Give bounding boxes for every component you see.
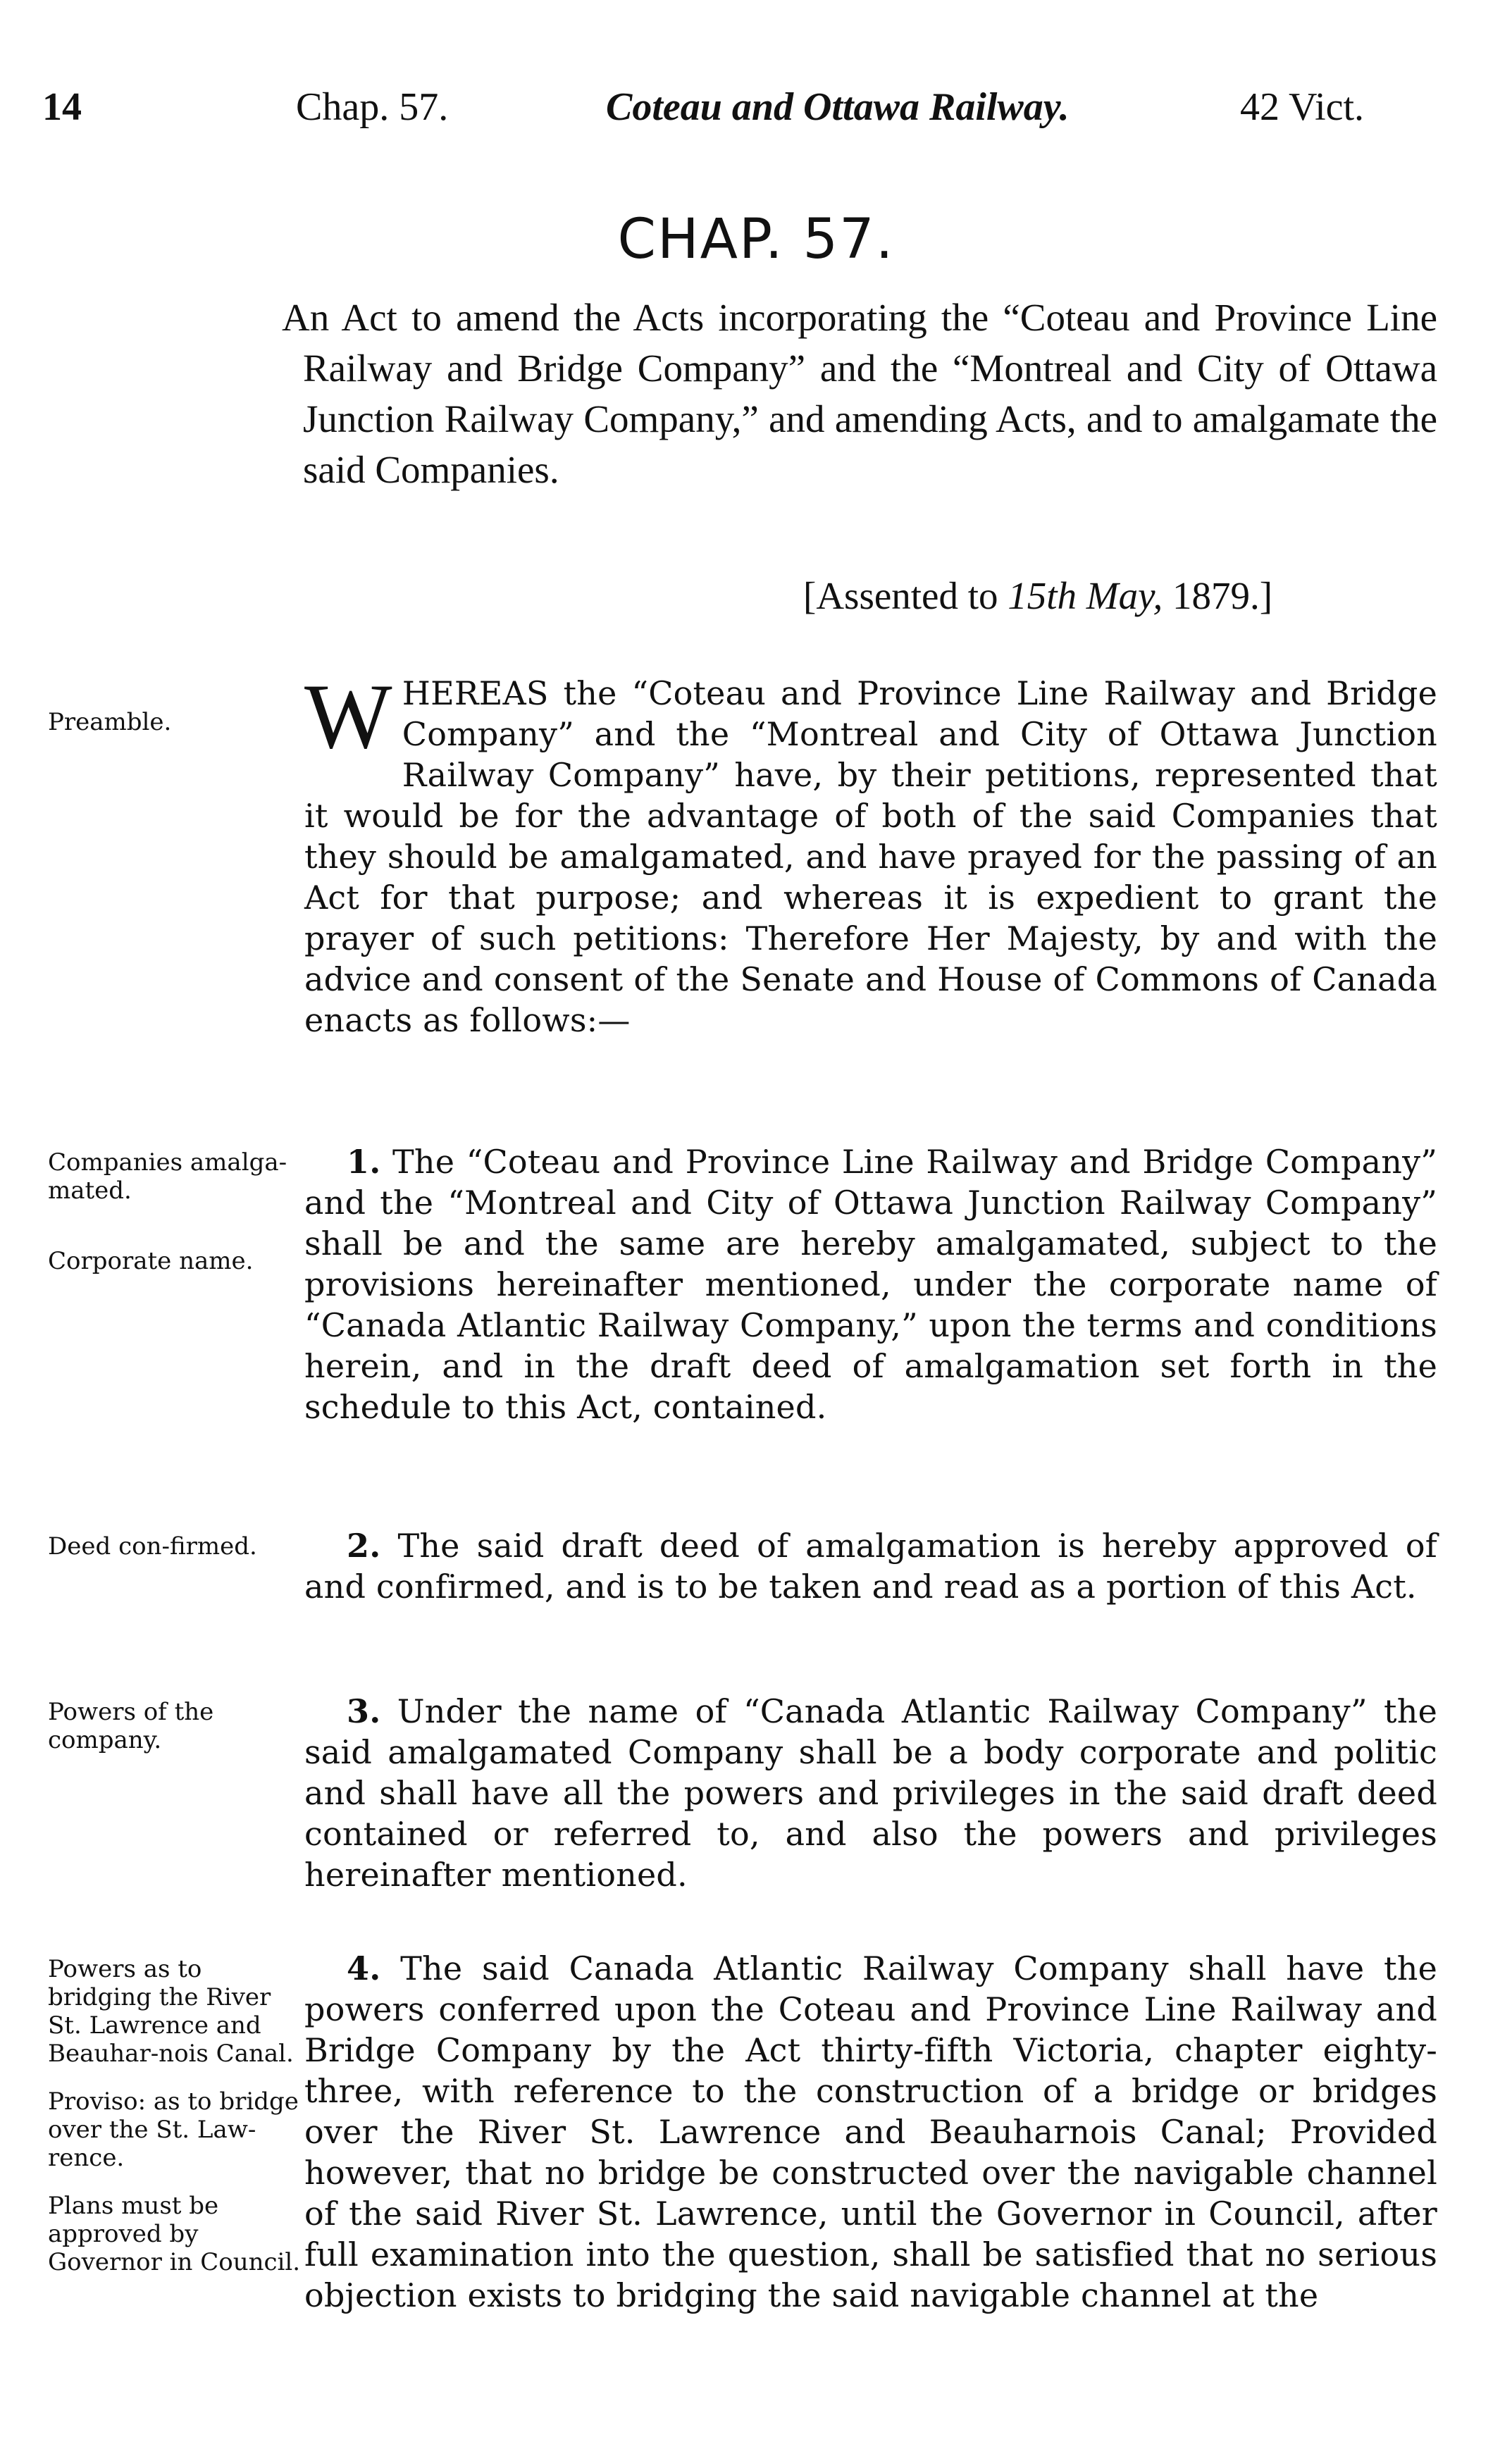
assent-date: 15th May, [1008,574,1163,617]
section-1 [304,1141,1437,1427]
preamble-text: HEREAS the “Coteau and Province Line Railway and Bridge Company” and the “Montreal and City of Ottawa Junction Railway Company” have, by their petitions, represented that it would be for the advantage of both of the said Companies that they should be amalgamated, and have prayed for the passing of an Act for that purpose; and whereas it is expedient to grant the prayer of such petitions: Therefore Her Majesty, by and with the advice and consent of the Senate and House of Commons of Canada enacts as follows:— [304,674,1437,1039]
sidenote-section-3 [48,1698,309,1774]
sidenote-preamble-text: Preamble. [48,708,172,736]
long-title [282,292,1437,495]
section-1-text: The “Coteau and Province Line Railway and Bridge Company” and the “Montreal and City of Ottawa Junction Railway Company” shall be and the same are hereby amalgamated, subject to the provisions hereinafter mentioned, under the corporate name of “Canada Atlantic Railway Company,” upon the terms and conditions herein, and in the draft deed of amalgamation set forth in the schedule to this Act, contained. [304,1143,1437,1426]
sidenote-corporate-name: Corporate name. [48,1247,254,1275]
sidenote-powers-of-company: Powers of the company. [48,1698,214,1754]
section-2 [304,1525,1437,1607]
chapter-label: Chap. 57. [296,85,449,129]
sidenote-deed-confirmed: Deed con-firmed. [48,1532,257,1561]
sidenote-preamble [48,708,309,756]
section-4-text: The said Canada Atlantic Railway Company shall have the powers conferred upon the Coteau and Province Line Railway and Bridge Company by the Act thirty-fifth Victoria, chapter eighty-three, with reference to the construction of a bridge or bridges over the River St. Lawrence and Beauharnois Canal; Provided however, that no bridge be constructed over the navigable channel of the said River St. Lawrence, until the Governor in Council, after full examination into the question, shall be satisfied that no serious objection exists to bridging the said navigable channel at the [304,1949,1437,2314]
running-header [0,79,1512,135]
sidenote-section-2 [48,1532,309,1580]
section-2-text: The said draft deed of amalgamation is hereby approved of and confirmed, and is to be taken and read as a portion of this Act. [304,1527,1438,1606]
regnal-year: 42 Vict. [1240,85,1365,129]
section-3-text: Under the name of “Canada Atlantic Railway Company” the said amalgamated Company shall be a body corporate and politic and shall have all the powers and privileges in the said draft deed contained or referred to, and also the powers and privileges hereinafter mentioned. [304,1692,1437,1894]
drop-cap: W [304,664,392,768]
section-3-number: 3. [347,1692,381,1730]
section-4 [304,1948,1437,2316]
preamble-paragraph [304,664,1437,1041]
sidenote-companies-amalgamated: Companies amalga-mated. [48,1148,287,1205]
sidenote-powers-bridging: Powers as to bridging the River St. Lawrence and Beauhar-nois Canal. [48,1955,294,2068]
long-title-text: An Act to amend the Acts incorporating the “Coteau and Province Line Railway and Bridge Company” and the “Montreal and City of Ottawa Junction Railway Company,” and amending Acts, and to amalgamate the said Companies. [282,296,1437,491]
page-number: 14 [42,85,82,129]
sidenote-section-1 [48,1148,309,1295]
assent-line [803,571,1272,621]
section-4-number: 4. [347,1949,381,1987]
section-1-number: 1. [347,1143,381,1181]
sidenote-proviso: Proviso: as to bridge over the St. Law-rence. [48,2087,299,2172]
chapter-heading: CHAP. 57. [617,208,895,271]
section-2-number: 2. [347,1527,381,1565]
sidenote-section-4 [48,1955,309,2296]
running-title: Coteau and Ottawa Railway. [606,85,1070,129]
section-3 [304,1691,1437,1895]
assent-year: 1879.] [1163,574,1273,617]
sidenote-plans-approved: Plans must be approved by Governor in Council. [48,2192,301,2276]
assent-prefix: [Assented to [803,574,1008,617]
